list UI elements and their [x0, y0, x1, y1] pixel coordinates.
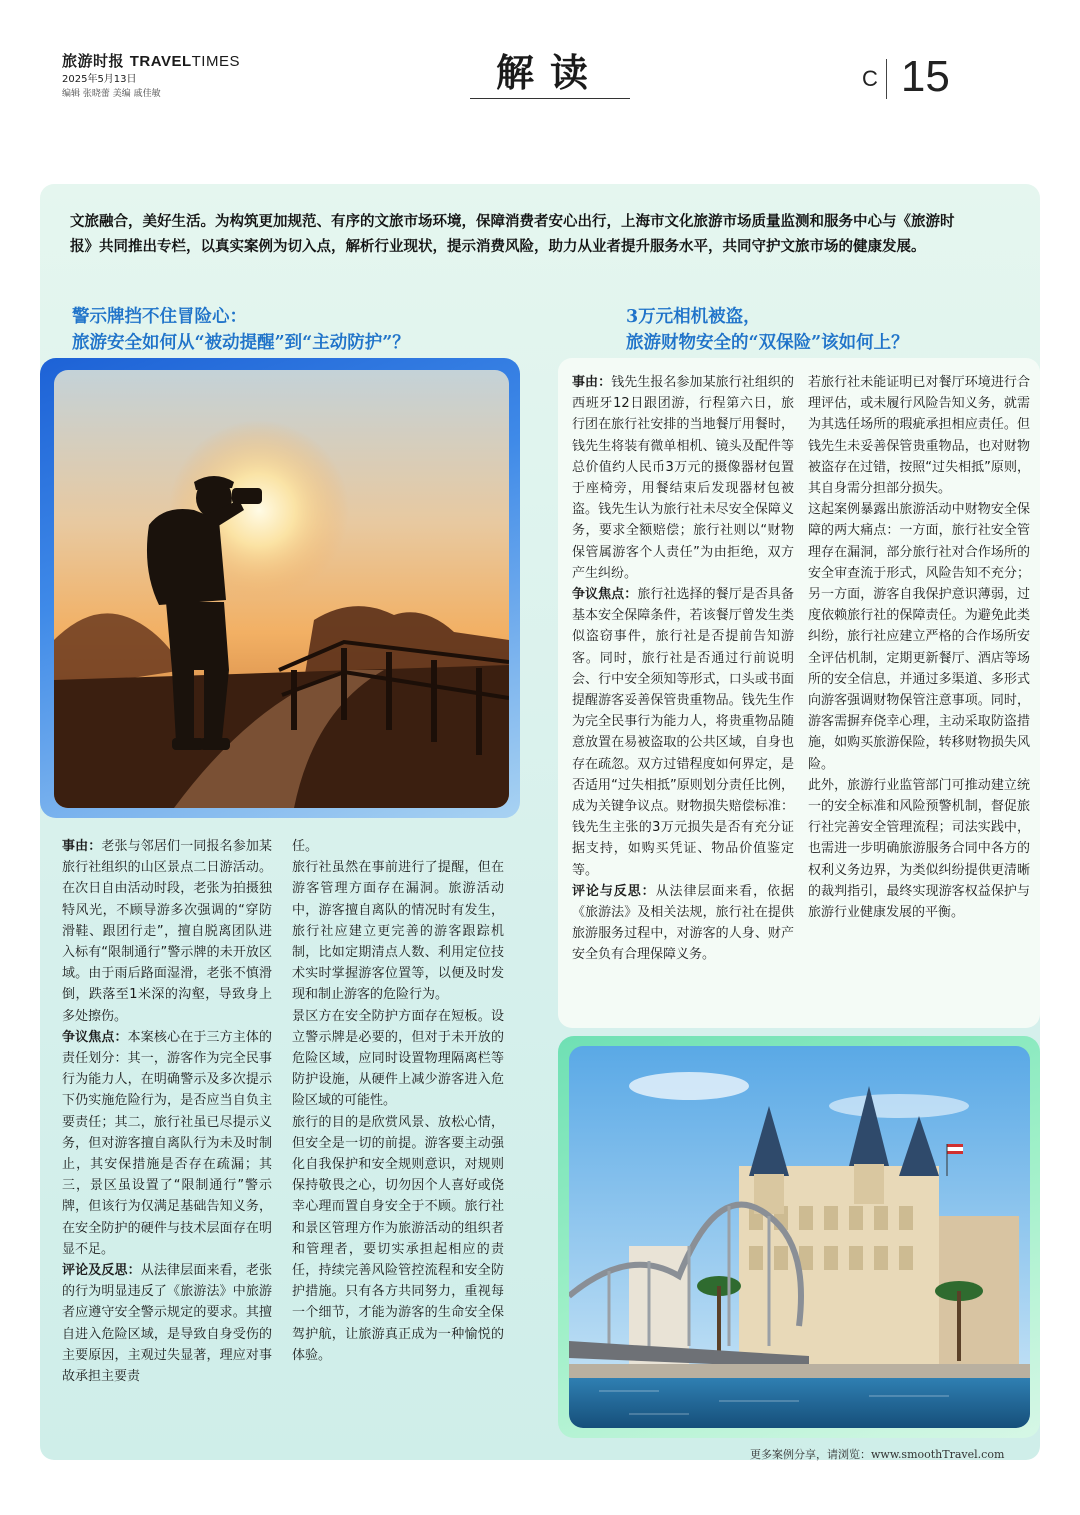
article2-paragraph: [572, 584, 794, 881]
page-divider: [886, 59, 887, 99]
photographer-sunset-photo: [54, 370, 509, 808]
article1-paragraph: [62, 836, 272, 1027]
photo-caption: 更多案例分享，请浏览：www.smoothTravel.com: [750, 1448, 1005, 1461]
article1-headline-line1: 警示牌挡不住冒险心：: [72, 307, 247, 327]
page-number-block: [862, 52, 950, 102]
brand-en-bold: TRAVEL: [129, 53, 192, 70]
article1-column-1: [62, 836, 272, 1387]
article1-paragraph: 旅行社虽然在事前进行了提醒，但在游客管理方面存在漏洞。旅游活动中，游客擅自离队的情况时有发生，旅行社应建立更完善的游客跟踪机制，比如定期清点人数、利用定位技术实时掌握游客位置等，以便及时发现和制止游客的危险行为。: [292, 860, 504, 1003]
article1-headline-line2: 旅游安全如何从“被动提醒”到“主动防护”？: [72, 333, 410, 353]
article2-paragraph: 这起案例暴露出旅游活动中财物安全保障的两大痛点：一方面，旅行社安全管理存在漏洞，部分旅行社对合作场所的安全审查流于形式，风险告知不充分；另一方面，游客自我保护意识薄弱，过度依赖旅行社的保障责任。为避免此类纠纷，旅行社应建立严格的合作场所安全评估机制，定期更新餐厅、酒店等场所的安全信息，并通过多渠道、多形式向游客强调财物保管注意事项。同时，游客需摒弃侥幸心理，主动采取防盗措施，如购买旅游保险，转移财物损失风险。: [808, 502, 1030, 772]
article2-column-2: [808, 372, 1030, 923]
article2-column-1: [572, 372, 794, 966]
article1-paragraph: 旅行的目的是欣赏风景、放松心情，但安全是一切的前提。游客要主动强化自我保护和安全规则意识，对规则保持敬畏之心，切勿因个人喜好或侥幸心理而置自身安全于不顾。旅行社和景区管理方作为旅游活动的组织者和管理者，要切实承担起相应的责任，持续完善风险管控流程和安全防护措施。只有各方共同努力，重视每一个细节，才能为游客的生命安全保驾护航，让旅游真正成为一种愉悦的体验。: [292, 1114, 504, 1363]
paragraph-label: 争议焦点：: [572, 587, 638, 603]
column-intro: 文旅融合，美好生活。为构筑更加规范、有序的文旅市场环境，保障消费者安心出行，上海市文化旅游市场质量监测和服务中心与《旅游时报》共同推出专栏，以真实案例为切入点，解析行业现状，提示消费风险，助力从业者提升服务水平，共同守护文旅市场的健康发展。: [70, 214, 955, 255]
article2-paragraph: [572, 881, 794, 966]
article1-paragraph: 任。: [292, 839, 319, 854]
page-letter: C: [862, 66, 878, 92]
article1-headline: [72, 304, 532, 356]
article2-headline: [626, 304, 1046, 356]
article1-paragraph: [62, 1027, 272, 1260]
paragraph-label: 争议焦点：: [62, 1029, 128, 1045]
article2-paragraph: 此外，旅游行业监管部门可推动建立统一的安全标准和风险预警机制，督促旅行社完善安全管理流程；司法实践中，也需进一步明确旅游服务合同中各方的权利义务边界，为类似纠纷提供更清晰的裁判指引，最终实现游客权益保护与旅游行业健康发展的平衡。: [808, 777, 1030, 921]
paragraph-text: 本案核心在于三方主体的责任划分：其一，游客作为完全民事行为能力人，在明确警示及多次提示下仍实施危险行为，是否应当自负主要责任；其二，旅行社虽已尽提示义务，但对游客擅自离队行为未及时制止，其安保措施是否存在疏漏；其三，景区虽设置了“限制通行”警示牌，但该行为仅满足基础告知义务，在安全防护的硬件与技术层面存在明显不足。: [62, 1029, 272, 1257]
issue-date: 2025年5月13日: [62, 74, 137, 85]
paragraph-text: 从法律层面来看，老张的行为明显违反了《旅游法》中旅游者应遵守安全警示规定的要求。其擅自进入危险区域，是导致自身受伤的主要原因，主观过失显著，理应对事故承担主要责: [62, 1263, 272, 1385]
article2-headline-line1: 3万元相机被盗，: [626, 307, 761, 327]
editors-credit: 编辑 张晓蕾 美编 戚佳敏: [62, 89, 161, 99]
page-number: 15: [900, 52, 950, 101]
brand-logo: [62, 50, 240, 71]
paragraph-text: 钱先生报名参加某旅行社组织的西班牙12日跟团游，行程第六日，旅行团在旅行社安排的当地餐厅用餐时，钱先生将装有微单相机、镜头及配件等总价值约人民币3万元的摄像器材包置于座椅旁，用餐结束后发现器材包被盗。钱先生认为旅行社未尽安全保障义务，要求全额赔偿；旅行社则以“财物保管属游客个人责任”为由拒绝，双方产生纠纷。: [572, 375, 794, 581]
section-rule: [470, 98, 630, 99]
paragraph-text: 旅行社选择的餐厅是否具备基本安全保障条件，若该餐厅曾发生类似盗窃事件，旅行社是否提前告知游客。同时，旅行社是否通过行前说明会、行中安全须知等形式，口头或书面提醒游客妥善保管贵重物品。钱先生作为完全民事行为能力人，将贵重物品随意放置在易被盗取的公共区域，自身也存在疏忽。双方过错程度如何界定，是否适用“过失相抵”原则划分责任比例，成为关键争议点。财物损失赔偿标准：钱先生主张的3万元损失是否有充分证据支持，如购买凭证、物品价值鉴定等。: [572, 587, 794, 878]
article1-paragraph: [62, 1260, 272, 1387]
paragraph-label: 评论与反思：: [572, 883, 656, 899]
paragraph-text: 老张与邻居们一同报名参加某旅行社组织的山区景点二日游活动。在次日自由活动时段，老张为拍摄独特风光，不顾导游多次强调的“穿防滑鞋、跟团行走”，擅自脱离团队进入标有“限制通行”警示牌的未开放区域。由于雨后路面湿滑，老张不慎滑倒，跌落至1米深的沟壑，导致身上多处擦伤。: [62, 839, 272, 1024]
article1-paragraph: 景区方在安全防护方面存在短板。设立警示牌是必要的，但对于未开放的危险区域，应同时设置物理隔离栏等防护设施，从硬件上减少游客进入危险区域的可能性。: [292, 1008, 504, 1109]
brand-cn: 旅游时报: [62, 52, 125, 70]
article2-paragraph: 若旅行社未能证明已对餐厅环境进行合理评估，或未履行风险告知义务，就需为其选任场所的瑕疵承担相应责任。但钱先生未妥善保管贵重物品，也对财物被盗存在过错，按照“过失相抵”原则，其自身需分担部分损失。: [808, 375, 1030, 497]
article1-column-2: [292, 836, 504, 1366]
section-title: 解读: [495, 50, 604, 95]
paragraph-label: 事由：: [572, 375, 612, 390]
paragraph-label: 评论及反思：: [62, 1263, 141, 1279]
article2-paragraph: [572, 372, 794, 584]
article2-headline-line2: 旅游财物安全的“双保险”该如何上？: [626, 333, 909, 353]
paragraph-label: 事由：: [62, 839, 102, 854]
barcelona-port-photo: [569, 1046, 1030, 1428]
brand-en: TIMES: [191, 53, 240, 70]
paragraph-text: 从法律层面来看，依据《旅游法》及相关法规，旅行社在提供旅游服务过程中，对游客的人身、财产安全负有合理保障义务。: [572, 883, 794, 963]
